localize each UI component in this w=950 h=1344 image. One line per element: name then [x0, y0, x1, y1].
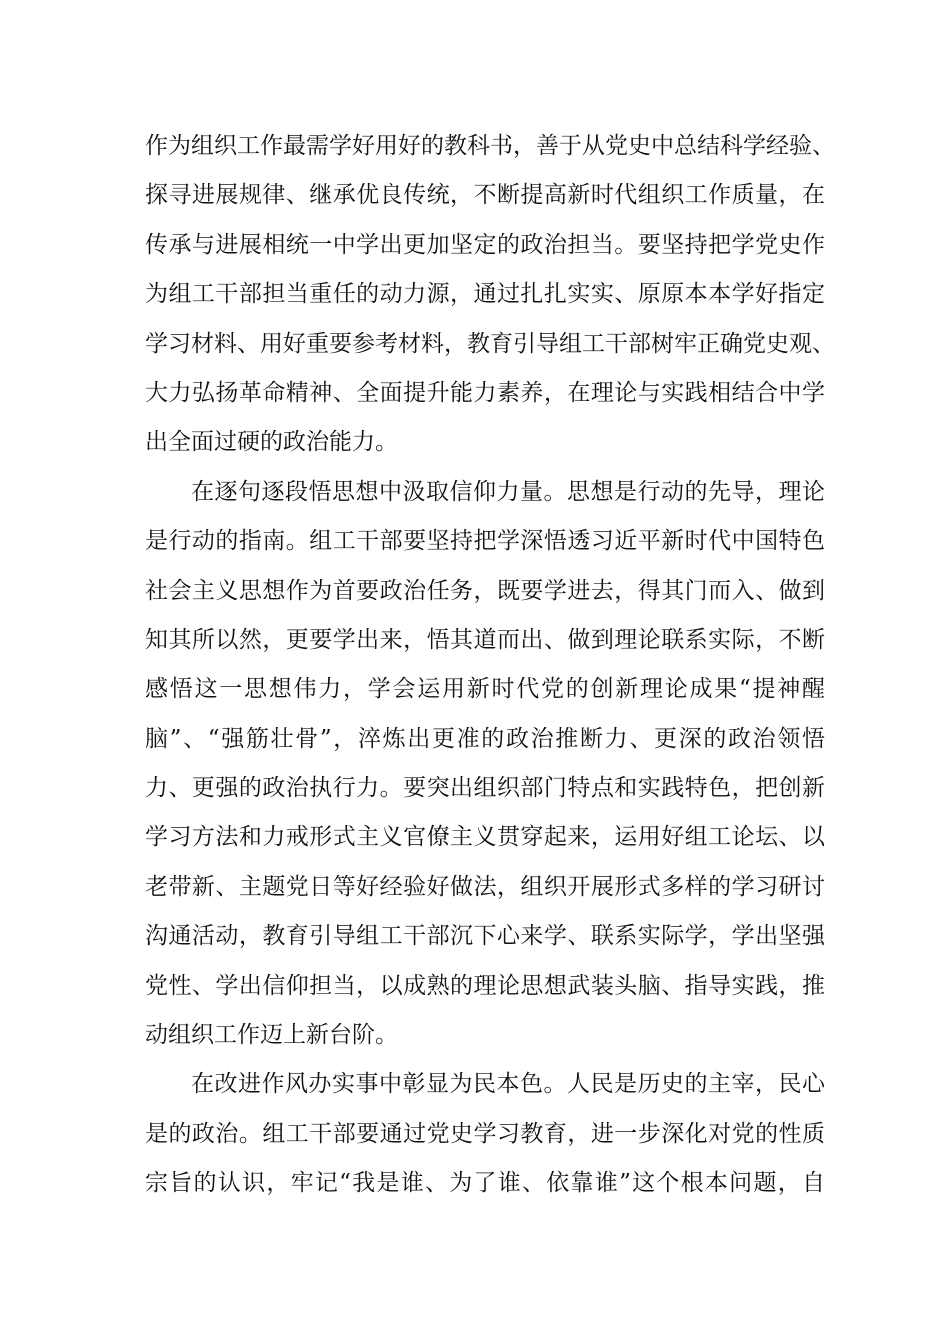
text-line: 社会主义思想作为首要政治任务，既要学进去，得其门而入、做到 — [145, 577, 825, 604]
text-line: 知其所以然，更要学出来，悟其道而出、做到理论联系实际，不断 — [145, 626, 825, 653]
body-text — [145, 128, 835, 1215]
text-line: 出全面过硬的政治能力。 — [145, 429, 398, 456]
text-line: 动组织工作迈上新台阶。 — [145, 1022, 398, 1049]
text-line: 沟通活动，教育引导组工干部沉下心来学、联系实际学，学出坚强 — [145, 923, 825, 950]
text-line: 学习方法和力戒形式主义官僚主义贯穿起来，运用好组工论坛、以 — [145, 824, 825, 851]
text-line: 在改进作风办实事中彰显为民本色。人民是历史的主宰，民心 — [191, 1071, 825, 1098]
text-line: 老带新、主题党日等好经验好做法，组织开展形式多样的学习研讨 — [145, 873, 825, 900]
text-line: 脑”、“强筋壮骨”，淬炼出更准的政治推断力、更深的政治领悟 — [145, 725, 825, 752]
text-line: 为组工干部担当重任的动力源，通过扎扎实实、原原本本学好指定 — [145, 281, 825, 308]
text-line: 探寻进展规律、继承优良传统，不断提高新时代组织工作质量，在 — [145, 182, 825, 209]
text-line: 学习材料、用好重要参考材料，教育引导组工干部树牢正确党史观、 — [145, 330, 835, 357]
text-line: 是行动的指南。组工干部要坚持把学深悟透习近平新时代中国特色 — [145, 528, 825, 555]
text-line: 作为组织工作最需学好用好的教科书，善于从党史中总结科学经验、 — [145, 133, 835, 159]
text-line: 传承与进展相统一中学出更加坚定的政治担当。要坚持把学党史作 — [145, 231, 825, 258]
text-line: 力、更强的政治执行力。要突出组织部门特点和实践特色，把创新 — [145, 775, 825, 802]
text-line: 宗旨的认识，牢记“我是谁、为了谁、依靠谁”这个根本问题，自 — [145, 1170, 825, 1197]
text-line: 感悟这一思想伟力，学会运用新时代党的创新理论成果“提神醒 — [145, 676, 825, 703]
text-line: 是的政治。组工干部要通过党史学习教育，进一步深化对党的性质 — [145, 1120, 825, 1147]
text-line: 党性、学出信仰担当，以成熟的理论思想武装头脑、指导实践，推 — [145, 972, 825, 999]
text-line: 在逐句逐段悟思想中汲取信仰力量。思想是行动的先导，理论 — [191, 478, 825, 505]
text-line: 大力弘扬革命精神、全面提升能力素养，在理论与实践相结合中学 — [145, 379, 825, 406]
